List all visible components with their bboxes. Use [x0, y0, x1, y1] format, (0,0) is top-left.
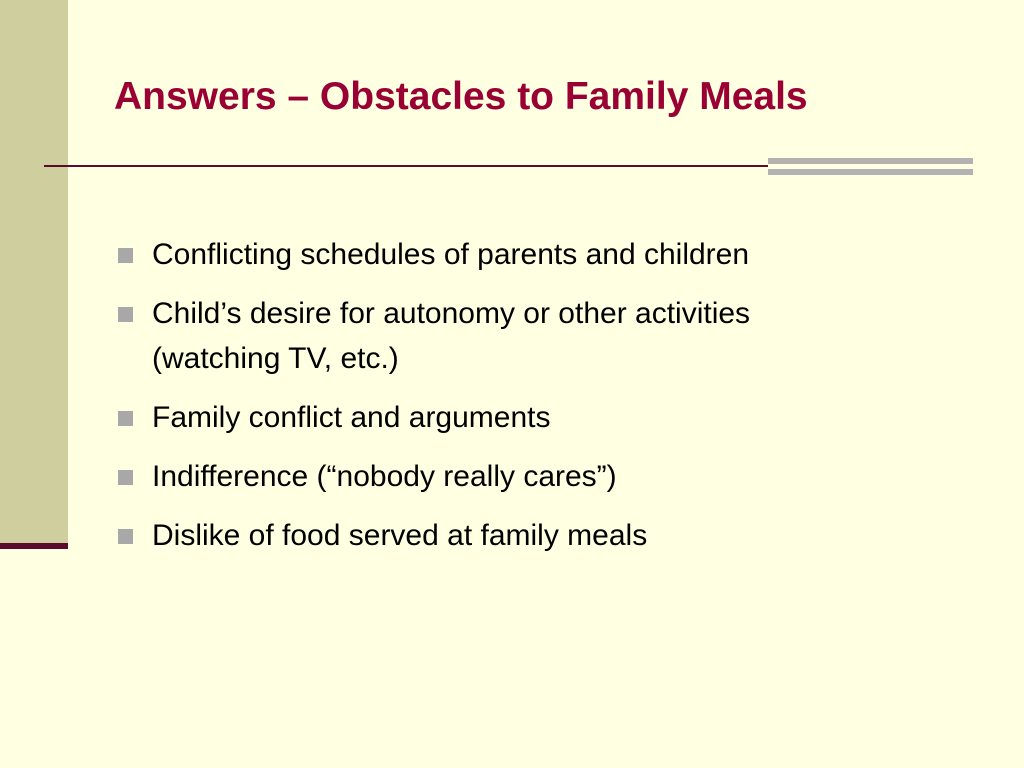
left-decorative-bar	[0, 0, 68, 543]
bullet-text: Child’s desire for autonomy or other activities (watching TV, etc.)	[152, 297, 751, 375]
bullet-text: Dislike of food served at family meals	[152, 519, 648, 552]
bullet-text: Indifference (“nobody really cares”)	[152, 460, 617, 493]
bullet-text: Conflicting schedules of parents and children	[152, 238, 750, 271]
square-bullet-icon	[118, 529, 133, 544]
bullet-item	[114, 454, 834, 499]
divider-accent-stripe	[768, 169, 973, 175]
bullet-item	[114, 291, 834, 381]
square-bullet-icon	[118, 307, 133, 322]
bullet-text: Family conflict and arguments	[152, 401, 551, 434]
bullet-list	[114, 232, 834, 572]
divider-accent-stripe	[768, 158, 973, 164]
left-bar-underline	[0, 543, 68, 549]
title-divider-line	[44, 165, 768, 167]
title-divider-accent	[768, 158, 973, 178]
square-bullet-icon	[118, 248, 133, 263]
bullet-item	[114, 232, 834, 277]
square-bullet-icon	[118, 470, 133, 485]
bullet-item	[114, 395, 834, 440]
square-bullet-icon	[118, 411, 133, 426]
bullet-item	[114, 513, 834, 558]
slide-title: Answers – Obstacles to Family Meals	[114, 75, 808, 118]
